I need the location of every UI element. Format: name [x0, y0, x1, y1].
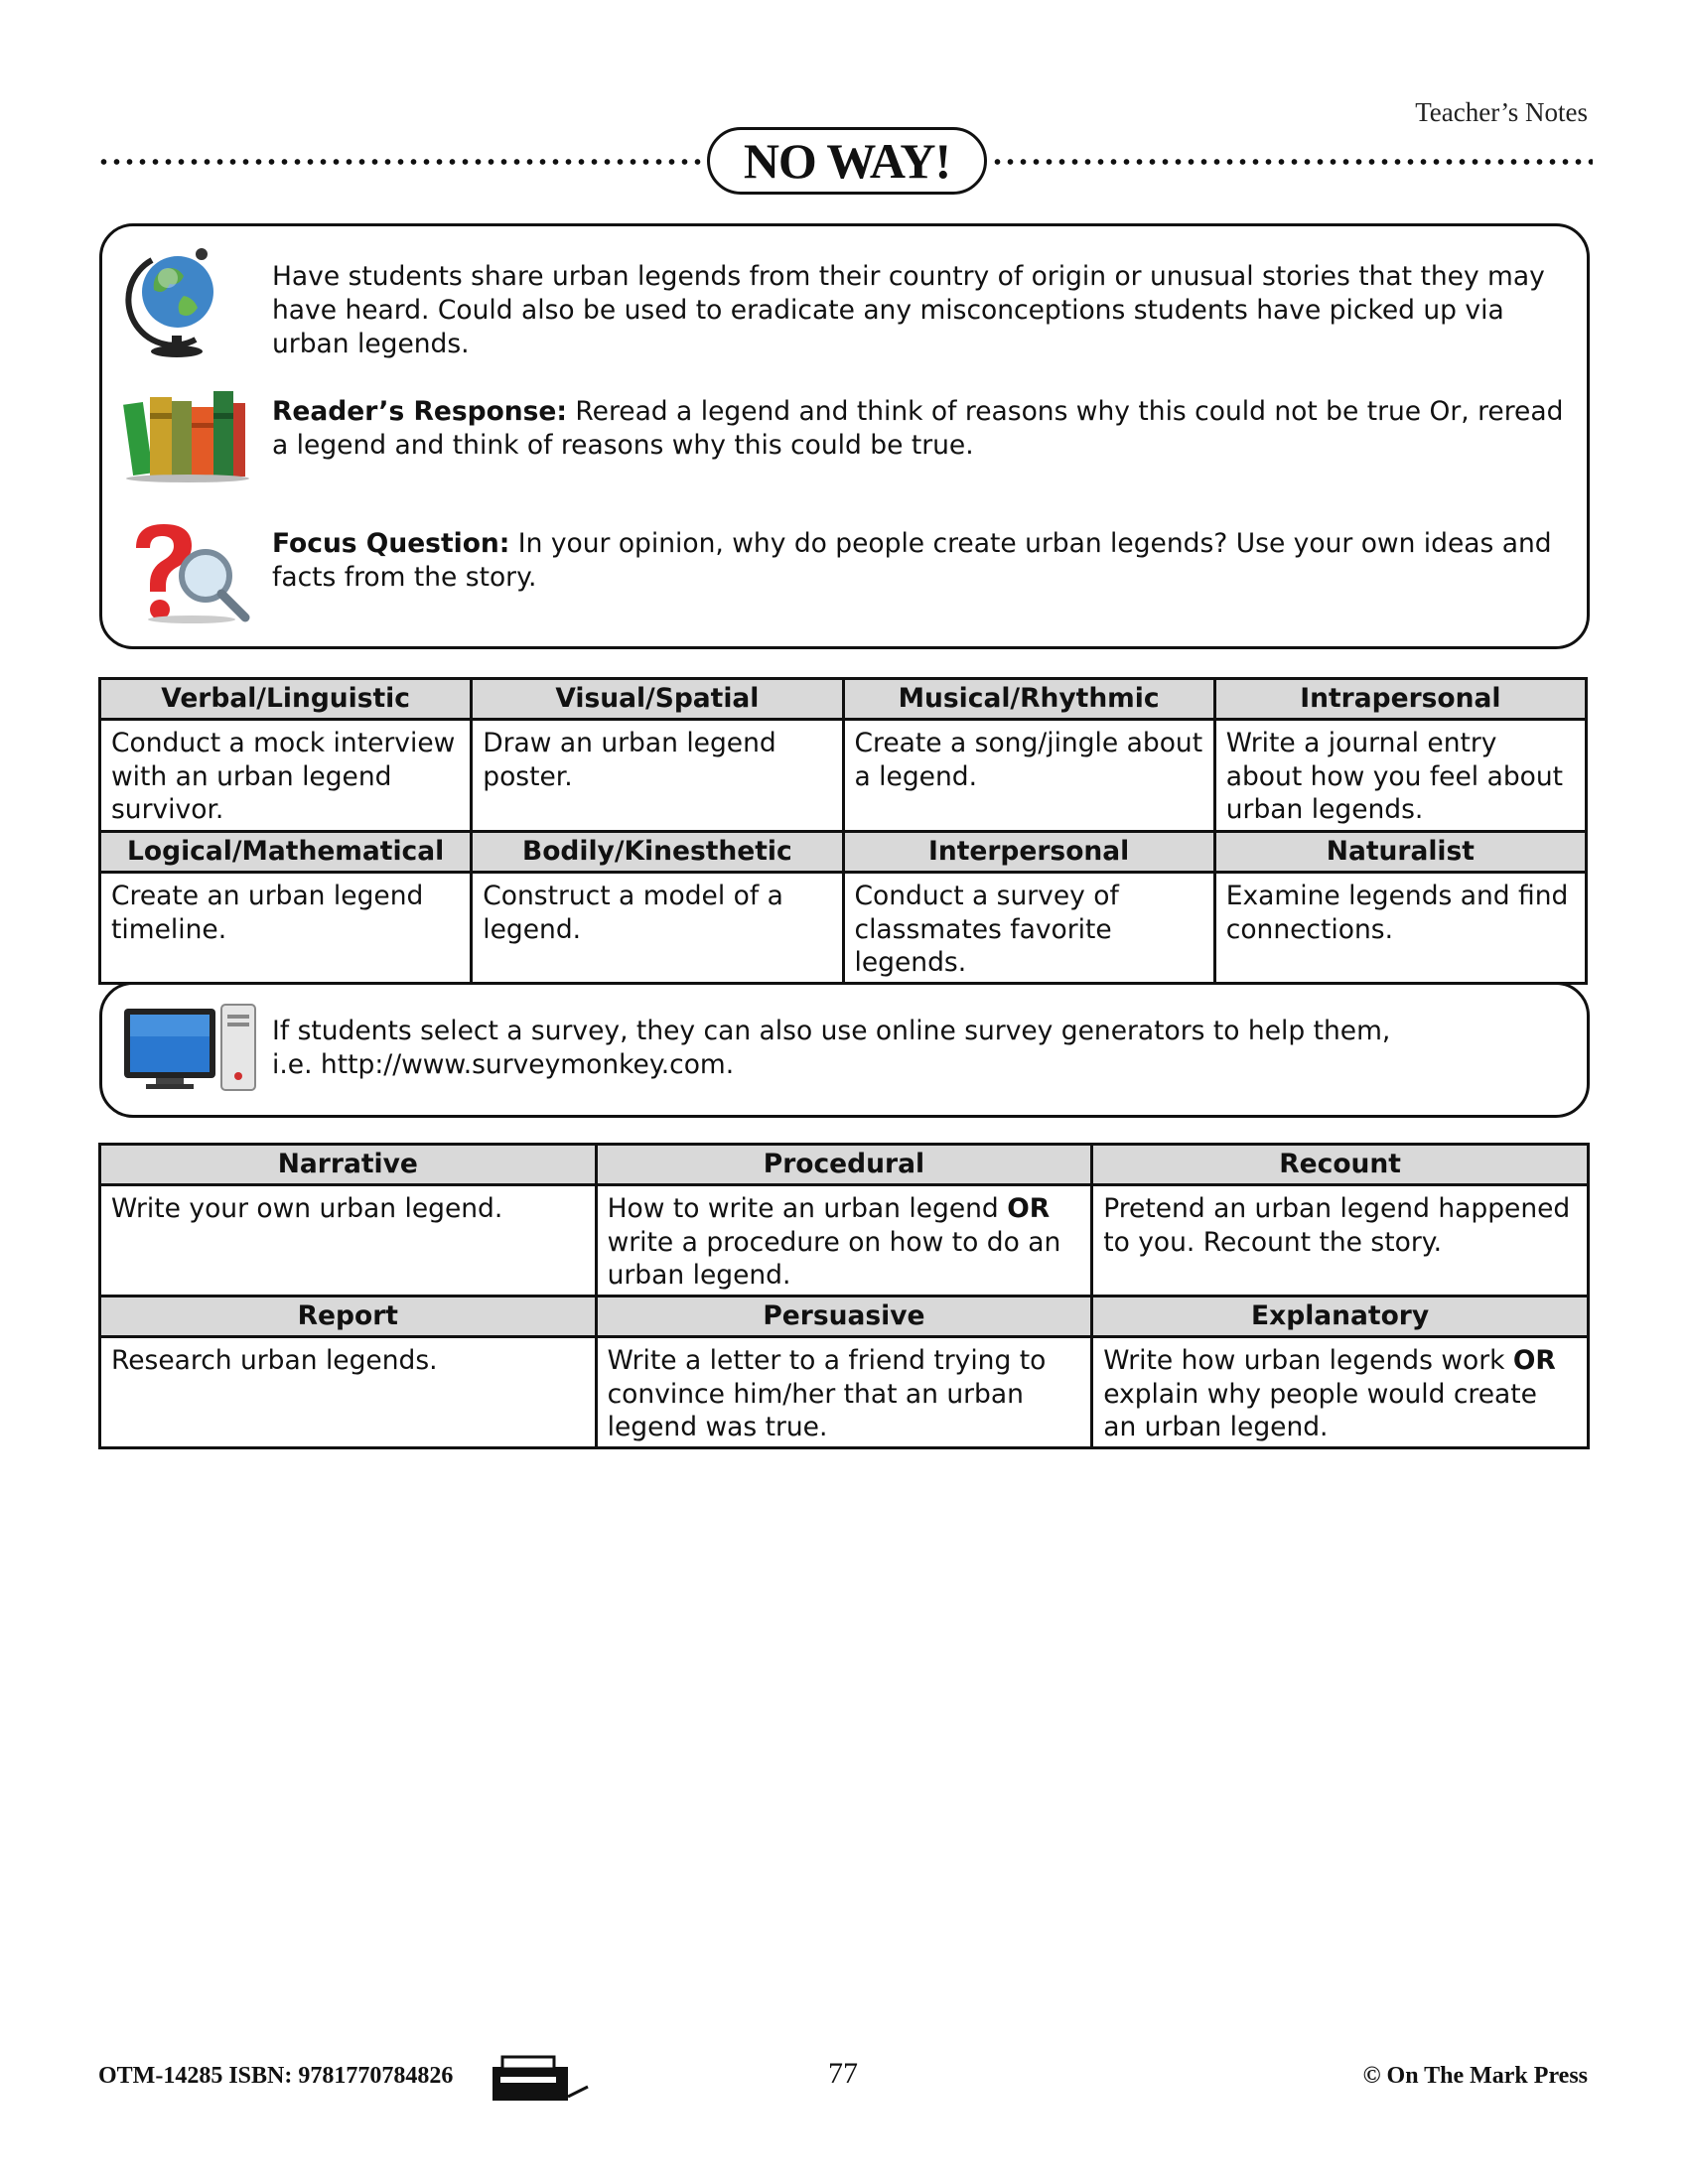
- writing-forms-table: [98, 1143, 1590, 1449]
- dotted-rule-left: [97, 158, 701, 166]
- note-text-readers-response: Reader’s Response: Reread a legend and think of reasons why this could not be true Or, reread a legend and think of reasons why this could be true.: [272, 396, 1564, 461]
- table-header-row: [100, 1145, 1589, 1185]
- table-cell: Conduct a survey of classmates favorite legends.: [843, 873, 1214, 984]
- table-header: Logical/Mathematical: [100, 832, 472, 873]
- table-cell: Construct a model of a legend.: [472, 873, 843, 984]
- note-text-focus-question: Focus Question: In your opinion, why do people create urban legends? Use your own ideas and facts from the story.: [272, 528, 1552, 593]
- books-icon: [122, 383, 251, 486]
- page-title: NO WAY!: [707, 127, 987, 195]
- question-magnifier-icon: [122, 516, 251, 629]
- table-cell: Write a letter to a friend trying to convince him/her that an urban legend was true.: [596, 1337, 1092, 1448]
- globe-icon: [122, 240, 231, 363]
- table-header: Verbal/Linguistic: [100, 679, 472, 720]
- title-banner: [97, 127, 1593, 193]
- table-header: Bodily/Kinesthetic: [472, 832, 843, 873]
- table-row: [100, 873, 1587, 984]
- survey-note-box: [99, 982, 1590, 1118]
- table-cell: Write your own urban legend.: [100, 1185, 597, 1297]
- dotted-rule-right: [991, 158, 1593, 166]
- footer-publisher: © On The Mark Press: [1362, 2063, 1588, 2089]
- page-number: 77: [828, 2057, 858, 2090]
- table-header-row: [100, 1297, 1589, 1337]
- footer-isbn: OTM-14285 ISBN: 9781770784826: [98, 2063, 454, 2089]
- survey-note-text: [272, 1015, 1581, 1082]
- computer-icon: [120, 1003, 259, 1098]
- table-cell: Create a song/jingle about a legend.: [843, 720, 1214, 832]
- table-header: Visual/Spatial: [472, 679, 843, 720]
- table-row: [100, 720, 1587, 832]
- table-cell: Conduct a mock interview with an urban legend survivor.: [100, 720, 472, 832]
- survey-note-line2: i.e. http://www.surveymonkey.com.: [272, 1049, 735, 1080]
- table-row: [100, 1337, 1589, 1448]
- table-cell: Research urban legends.: [100, 1337, 597, 1448]
- note-text-share: Have students share urban legends from their country of origin or unusual stories that they may have heard. Could also be used to eradicate any misconceptions students have picked up via urban legends.: [272, 261, 1545, 359]
- table-header: Interpersonal: [843, 832, 1214, 873]
- printer-icon: [489, 2053, 590, 2109]
- table-header: Musical/Rhythmic: [843, 679, 1214, 720]
- table-header: Narrative: [100, 1145, 597, 1185]
- table-cell: How to write an urban legend OR write a procedure on how to do an urban legend.: [596, 1185, 1092, 1297]
- table-header: Intrapersonal: [1214, 679, 1586, 720]
- table-header-row: [100, 832, 1587, 873]
- table-header: Report: [100, 1297, 597, 1337]
- survey-note-line1: If students select a survey, they can also use online survey generators to help them,: [272, 1016, 1391, 1046]
- table-cell: Pretend an urban legend happened to you. Recount the story.: [1092, 1185, 1589, 1297]
- table-header-row: [100, 679, 1587, 720]
- table-cell: Write how urban legends work OR explain why people would create an urban legend.: [1092, 1337, 1589, 1448]
- table-cell: Examine legends and find connections.: [1214, 873, 1586, 984]
- table-row: [100, 1185, 1589, 1297]
- section-label: Teacher’s Notes: [1415, 97, 1588, 127]
- table-header: Explanatory: [1092, 1297, 1589, 1337]
- intelligences-table: [98, 677, 1588, 985]
- table-header: Persuasive: [596, 1297, 1092, 1337]
- table-cell: Write a journal entry about how you feel about urban legends.: [1214, 720, 1586, 832]
- table-header: Recount: [1092, 1145, 1589, 1185]
- table-header: Naturalist: [1214, 832, 1586, 873]
- table-cell: Create an urban legend timeline.: [100, 873, 472, 984]
- notes-box: [99, 223, 1590, 649]
- table-header: Procedural: [596, 1145, 1092, 1185]
- table-cell: Draw an urban legend poster.: [472, 720, 843, 832]
